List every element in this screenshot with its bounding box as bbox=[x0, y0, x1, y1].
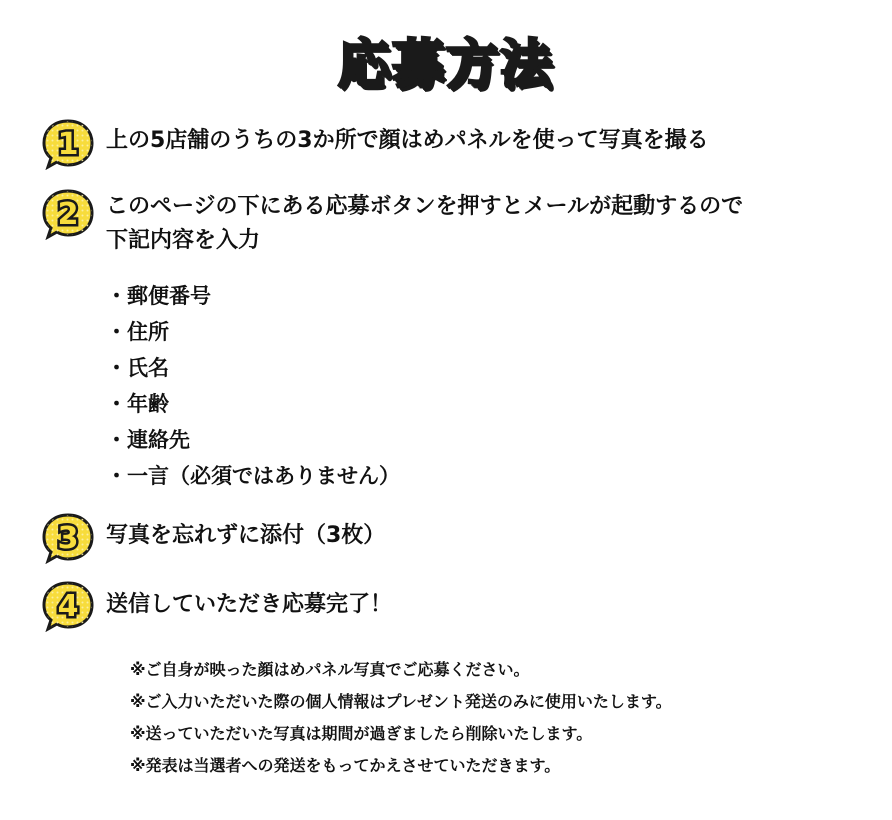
step-1-text bbox=[106, 124, 709, 158]
list-item: ・郵便番号 bbox=[106, 284, 211, 308]
note-item: ※ご入力いただいた際の個人情報はプレゼント発送のみに使用いたします。 bbox=[130, 692, 672, 711]
note-item: ※送っていただいた写真は期間が過ぎましたら削除いたします。 bbox=[130, 724, 593, 743]
step-4-badge-icon bbox=[40, 580, 96, 632]
input-items-list bbox=[106, 278, 400, 494]
list-item: ・氏名 bbox=[106, 356, 169, 380]
page-title: 応募方法 bbox=[337, 35, 554, 95]
step-1-badge-icon bbox=[40, 118, 96, 170]
step-2-text bbox=[106, 190, 743, 258]
notes-list bbox=[130, 654, 672, 782]
step-3-text bbox=[106, 519, 385, 553]
title-area bbox=[0, 22, 892, 97]
step-2-line-2: 下記内容を入力 bbox=[106, 228, 261, 253]
note-item: ※発表は当選者への発送をもってかえさせていただきます。 bbox=[130, 756, 561, 775]
step-4-number: 4 bbox=[57, 589, 79, 624]
step-1-number: 1 bbox=[57, 127, 79, 162]
list-item: ・一言（必須ではありません） bbox=[106, 464, 400, 488]
list-item: ・住所 bbox=[106, 320, 169, 344]
step-3-number: 3 bbox=[57, 521, 79, 556]
step-4-text bbox=[106, 588, 392, 622]
step-4-line: 送信していただき応募完了！ bbox=[106, 592, 393, 617]
step-2-line-1: このページの下にある応募ボタンを押すとメールが起動するので bbox=[106, 194, 744, 219]
step-1-line: 上の5店舗のうちの3か所で顔はめパネルを使って写真を撮る bbox=[106, 128, 709, 153]
list-item: ・年齢 bbox=[106, 392, 169, 416]
step-3-badge-icon bbox=[40, 512, 96, 564]
step-2-number: 2 bbox=[57, 197, 79, 232]
note-item: ※ご自身が映った顔はめパネル写真でご応募ください。 bbox=[130, 660, 530, 679]
step-3-line: 写真を忘れずに添付（3枚） bbox=[106, 523, 386, 548]
step-2-badge-icon bbox=[40, 188, 96, 240]
list-item: ・連絡先 bbox=[106, 428, 190, 452]
